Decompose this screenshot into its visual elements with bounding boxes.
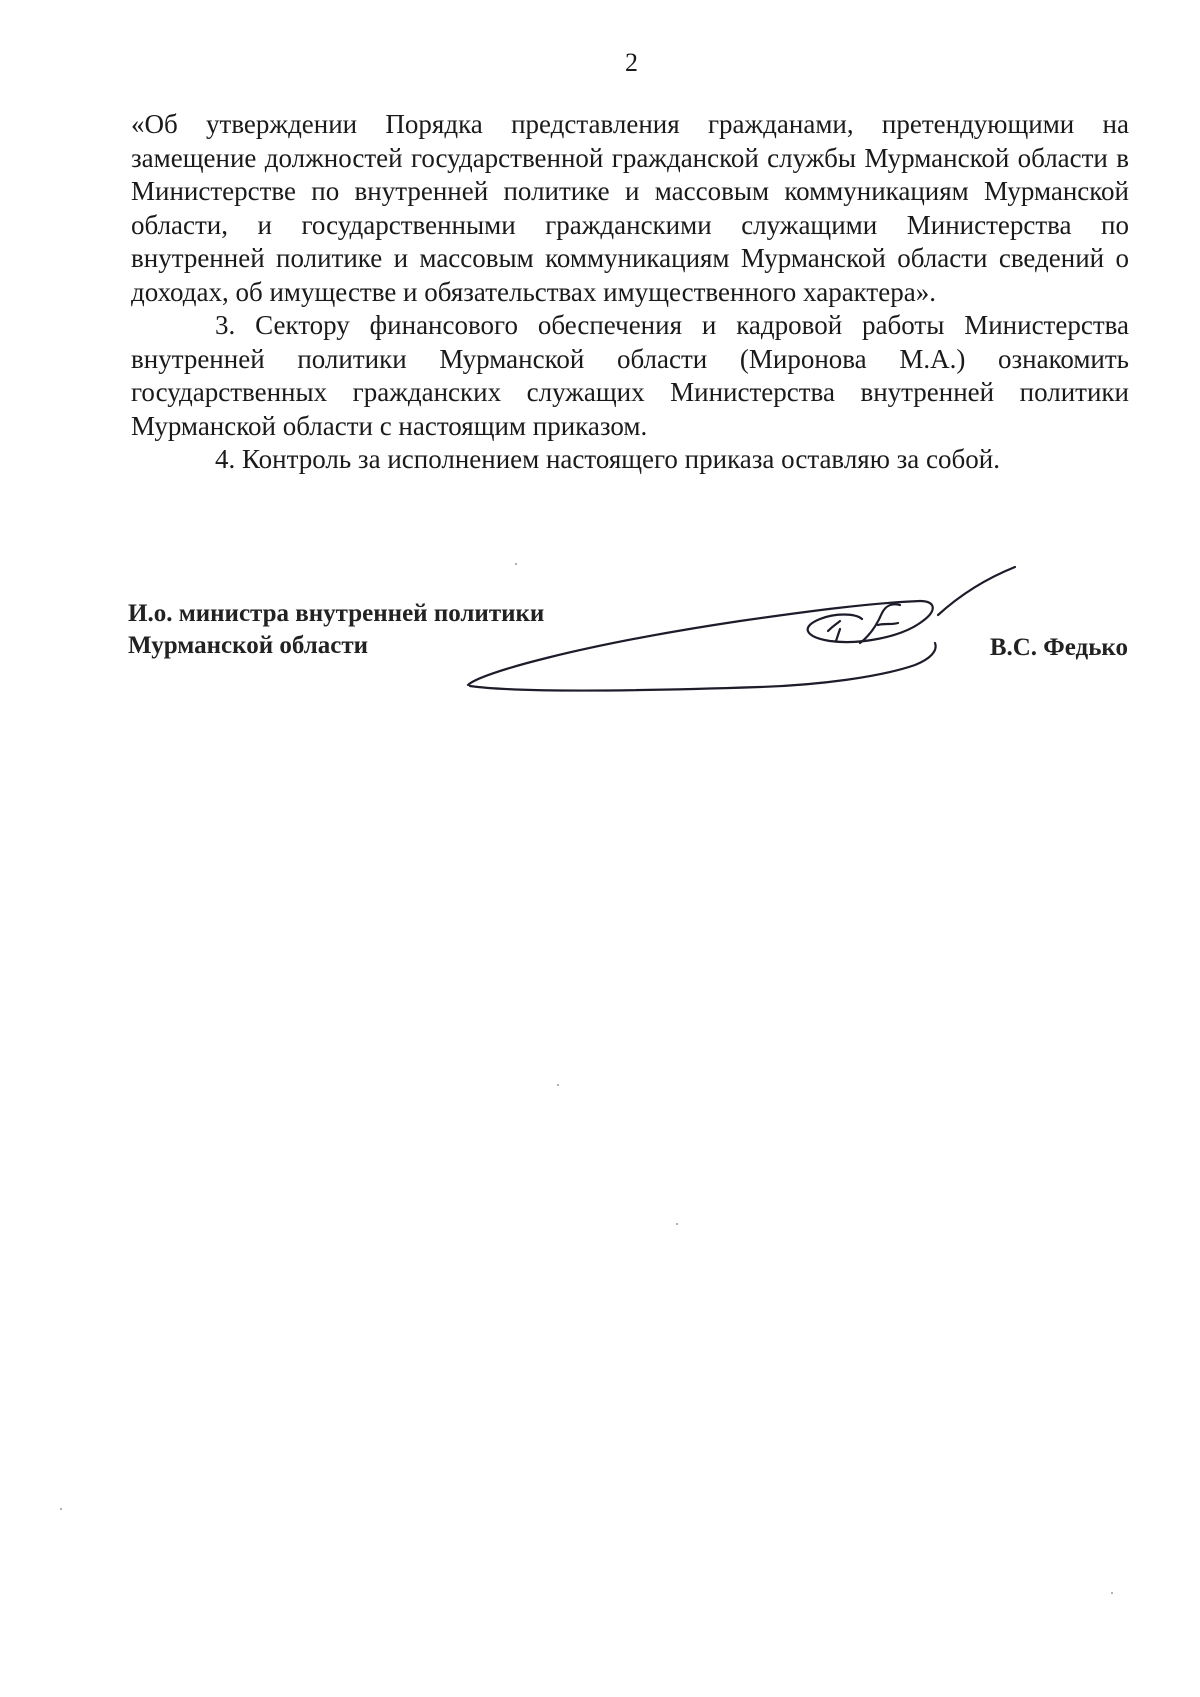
signer-position-line-2: Мурманской области [128,632,369,659]
signer-position [128,598,544,662]
scan-speck [557,1084,559,1086]
document-body [131,108,1129,477]
scan-speck [1111,1592,1113,1594]
signature-block [128,598,1128,708]
paragraph-item-4: 4. Контроль за исполнением настоящего приказа оставляю за собой. [215,444,1000,474]
signer-position-line-1: И.о. министра внутренней политики [128,600,545,627]
signer-name: В.С. Федько [989,634,1128,661]
paragraph-item-3: 3. Сектору финансового обеспечения и кадровой работы Министерства внутренней политики Мурманской области (Миронова М.А.) ознакомить государственных гражданских служащих Министерства внутренней политики Мурманской области с настоящим приказом. [131,310,1129,441]
scan-speck [515,563,517,565]
scan-speck [676,1223,678,1225]
paragraph-continuation: «Об утверждении Порядка представления гражданами, претендующими на замещение должностей государственной гражданской службы Мурманской области в Министерстве по внутренней политике и массовым коммуникациям Мурманской области, и государственными гражданскими служащими Министерства по внутренней политике и массовым коммуникациям Мурманской области сведений о доходах, об имуществе и обязательствах имущественного характера». [131,109,1129,307]
scan-speck [60,1508,62,1510]
page-number: 2 [625,48,638,77]
